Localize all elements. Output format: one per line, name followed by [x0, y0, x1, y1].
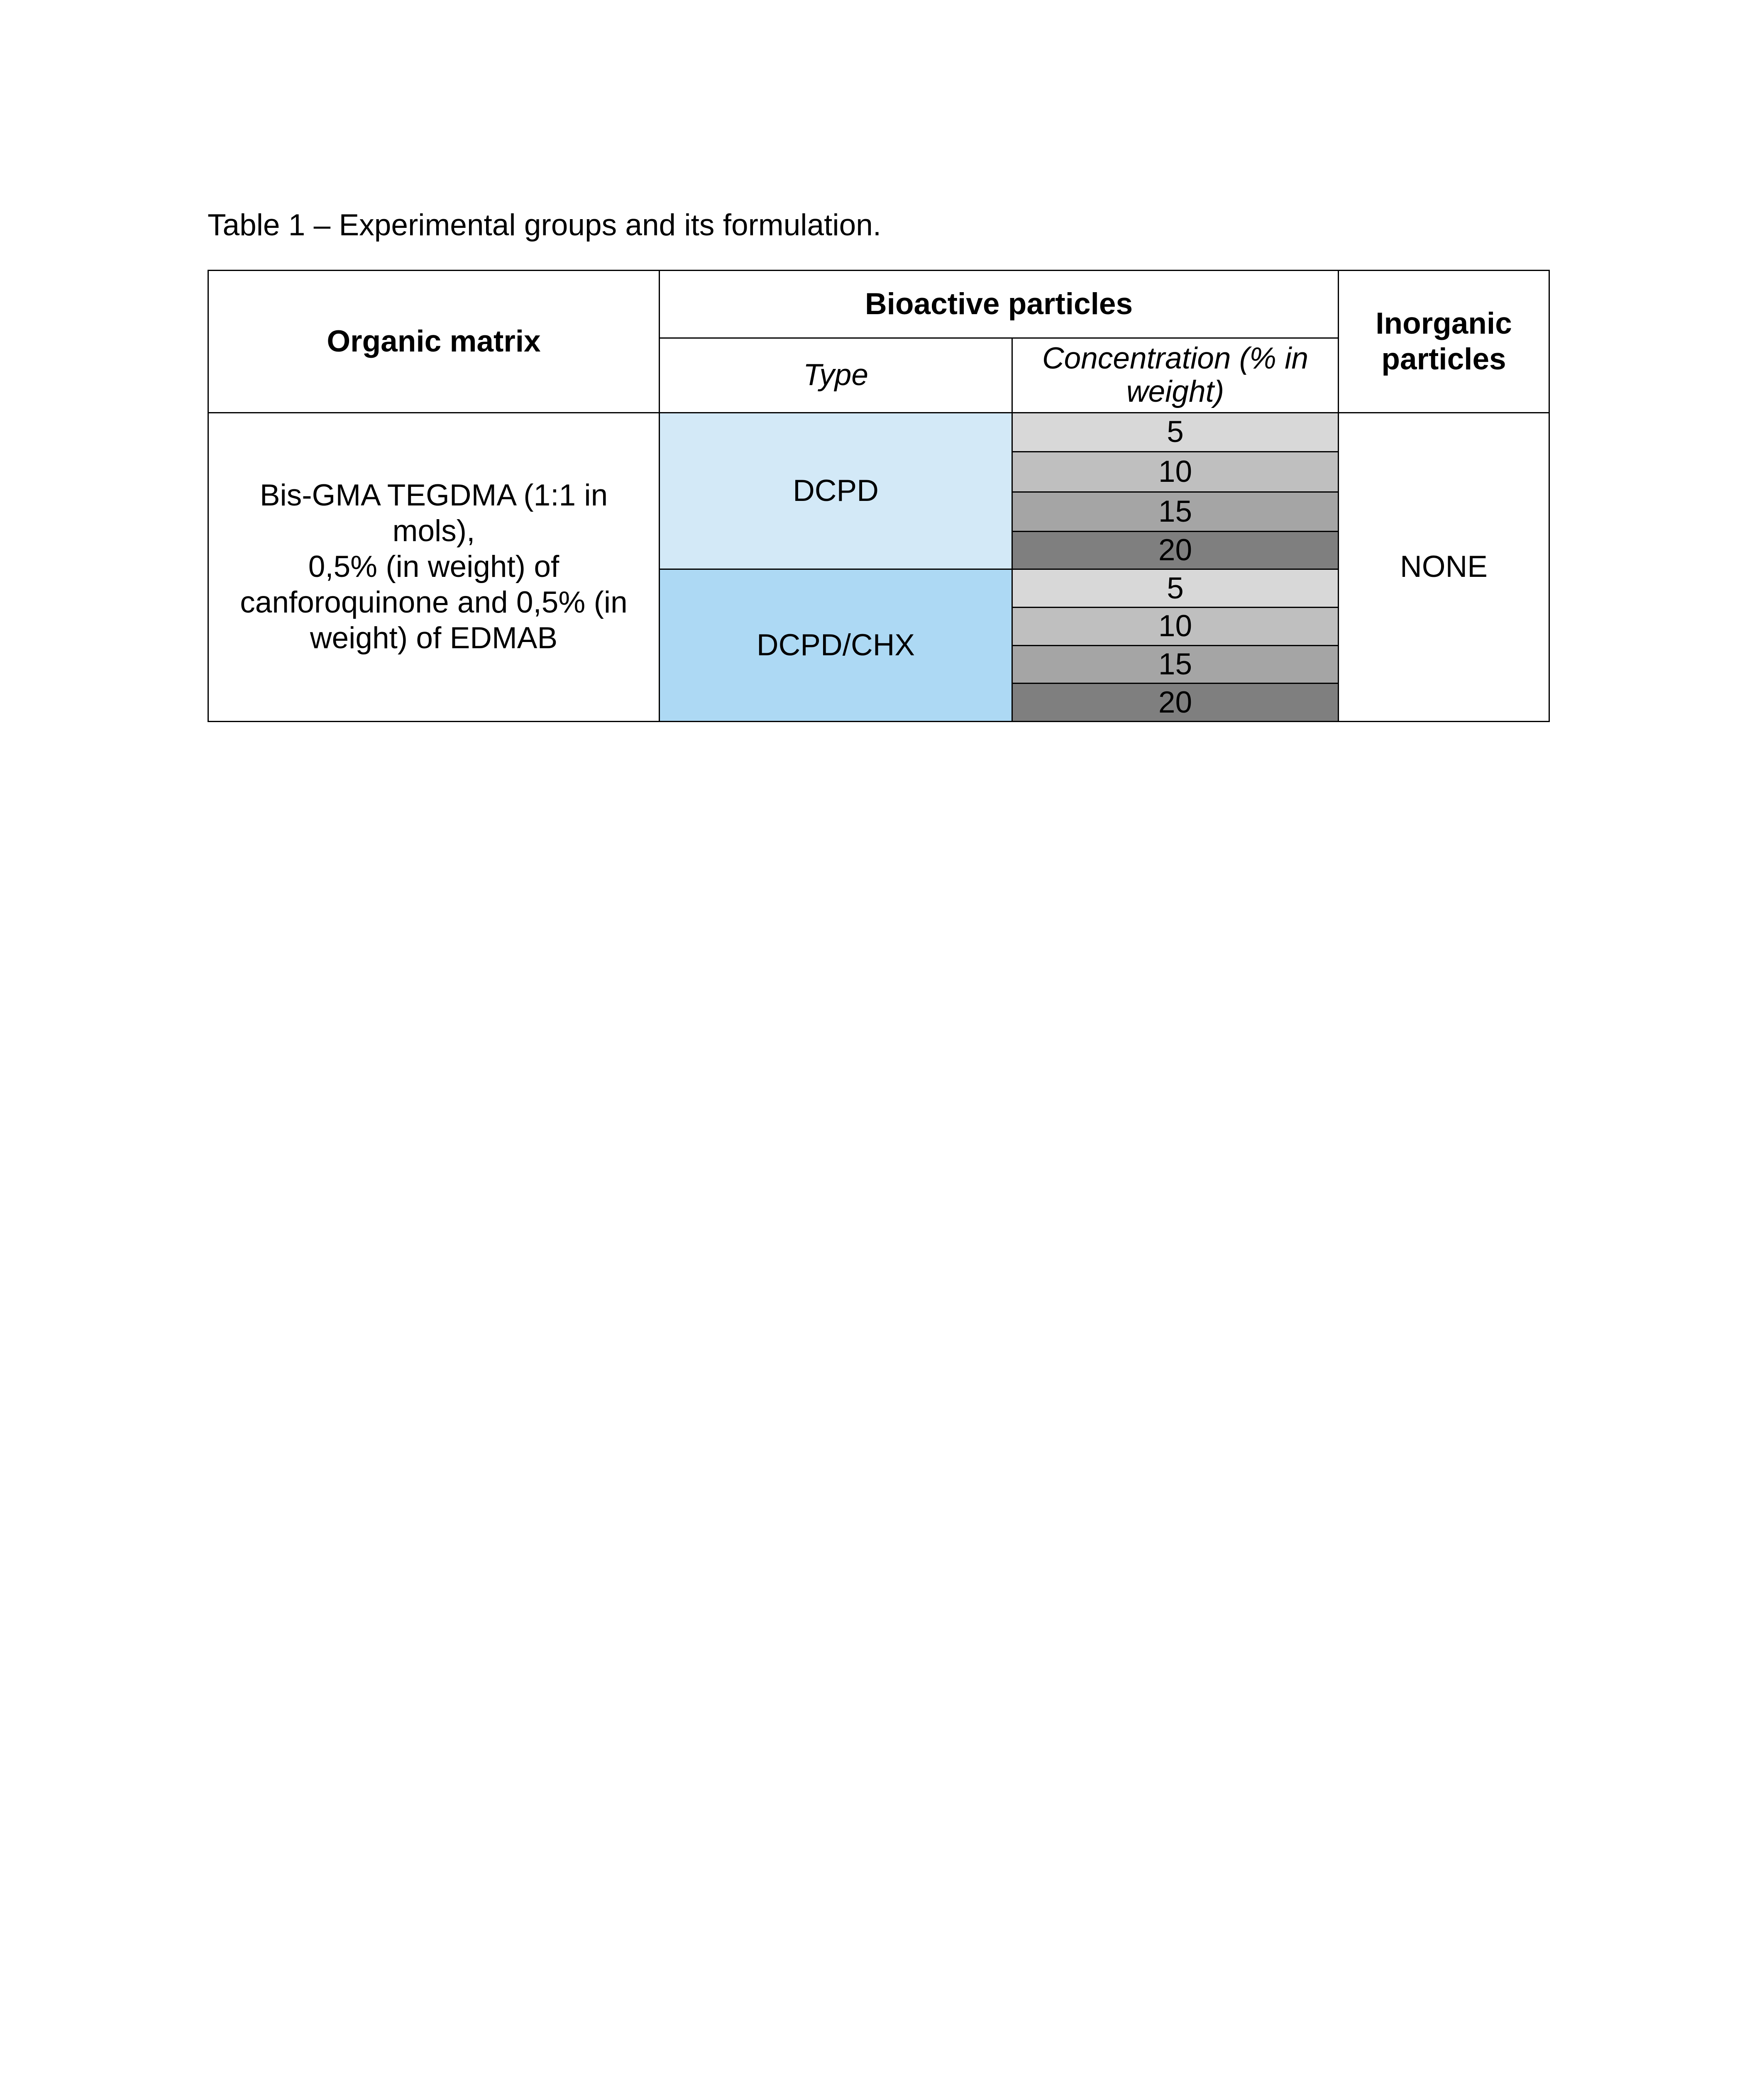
organic-matrix-line: mols), — [392, 514, 475, 548]
type-cell-dcpd-chx: DCPD/CHX — [660, 569, 1012, 722]
organic-matrix-cell — [208, 413, 660, 722]
formulation-table — [208, 270, 1550, 722]
concentration-cell: 5 — [1012, 413, 1339, 452]
header-bioactive-particles: Bioactive particles — [660, 271, 1339, 338]
header-organic-matrix: Organic matrix — [208, 271, 660, 413]
concentration-cell: 10 — [1012, 607, 1339, 645]
header-concentration: Concentration (% in weight) — [1012, 338, 1339, 413]
concentration-cell: 15 — [1012, 492, 1339, 531]
header-inorganic-particles: Inorganic particles — [1339, 271, 1549, 413]
inorganic-value-cell: NONE — [1339, 413, 1549, 722]
organic-matrix-line: canforoquinone and 0,5% (in — [240, 586, 628, 620]
concentration-cell: 5 — [1012, 569, 1339, 608]
organic-matrix-line: weight) of EDMAB — [310, 621, 558, 655]
header-type: Type — [660, 338, 1012, 413]
concentration-cell: 15 — [1012, 645, 1339, 684]
concentration-cell: 20 — [1012, 531, 1339, 569]
type-cell-dcpd: DCPD — [660, 413, 1012, 569]
concentration-cell: 20 — [1012, 684, 1339, 722]
organic-matrix-line: 0,5% (in weight) of — [308, 550, 559, 584]
concentration-cell: 10 — [1012, 452, 1339, 492]
table-caption: Table 1 – Experimental groups and its formulation. — [208, 208, 882, 242]
organic-matrix-line: Bis-GMA TEGDMA (1:1 in — [259, 478, 608, 513]
